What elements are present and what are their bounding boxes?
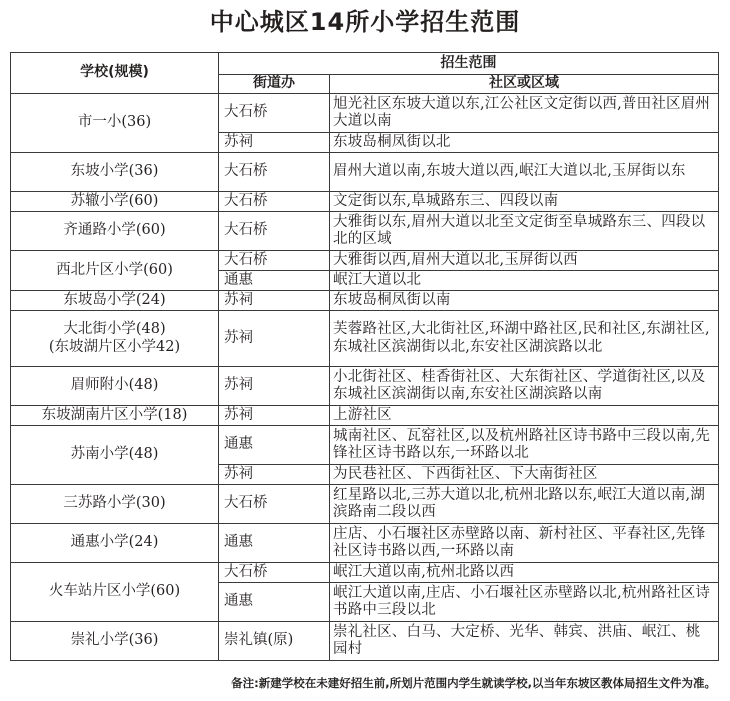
street-cell: 大石桥 xyxy=(219,485,330,524)
area-cell: 庄店、小石堰社区赤壁路以南、新村社区、平春社区,先锋社区诗书路以西,一环路以南 xyxy=(330,524,719,563)
street-cell: 苏祠 xyxy=(219,311,330,367)
street-cell: 大石桥 xyxy=(219,153,330,192)
school-name: 大北街小学(48) xyxy=(63,321,166,337)
school-cell: 西北片区小学(60) xyxy=(11,251,219,291)
street-cell: 大石桥 xyxy=(219,251,330,271)
street-cell: 通惠 xyxy=(219,524,330,563)
street-cell: 通惠 xyxy=(219,271,330,291)
school-cell: 通惠小学(24) xyxy=(11,524,219,563)
area-cell: 东坡岛桐凤街以北 xyxy=(330,133,719,153)
street-cell: 崇礼镇(原) xyxy=(219,622,330,661)
area-cell: 小北街社区、桂香街社区、大东街社区、学道街社区,以及东城社区滨湖街以南,东安社区湖滨路以南 xyxy=(330,367,719,406)
school-cell xyxy=(11,311,219,367)
school-cell: 崇礼小学(36) xyxy=(11,622,219,661)
area-cell: 眉州大道以南,东坡大道以西,岷江大道以北,玉屏街以东 xyxy=(330,153,719,192)
header-range: 招生范围 xyxy=(219,53,719,75)
area-cell: 红星路以北,三苏大道以北,杭州北路以东,岷江大道以南,湖滨路南二段以西 xyxy=(330,485,719,524)
area-cell: 崇礼社区、白马、大定桥、光华、韩宾、洪庙、岷江、桃园村 xyxy=(330,622,719,661)
street-cell: 苏祠 xyxy=(219,406,330,426)
enrollment-table xyxy=(10,52,719,661)
school-cell: 苏南小学(48) xyxy=(11,426,219,485)
footer-note: 备注:新建学校在未建好招生前,所划片范围内学生就读学校,以当年东坡区教体局招生文件为准。 xyxy=(231,676,716,690)
school-cell: 三苏路小学(30) xyxy=(11,485,219,524)
area-cell: 城南社区、瓦窑社区,以及杭州路社区诗书路中三段以南,先锋社区诗书路以东,一环路以北 xyxy=(330,426,719,465)
area-cell: 文定街以东,阜城路东三、四段以南 xyxy=(330,192,719,212)
header-school: 学校(规模) xyxy=(11,53,219,94)
area-cell: 旭光社区东坡大道以东,江公社区文定街以西,普田社区眉州大道以南 xyxy=(330,94,719,133)
school-name-secondary: (东坡湖片区小学42) xyxy=(48,338,181,355)
area-cell: 芙蓉路社区,大北街社区,环湖中路社区,民和社区,东湖社区,东城社区滨湖街以北,东安社区湖滨路以北 xyxy=(330,311,719,367)
street-cell: 苏祠 xyxy=(219,465,330,485)
street-cell: 大石桥 xyxy=(219,192,330,212)
school-cell: 苏辙小学(60) xyxy=(11,192,219,212)
street-cell: 大石桥 xyxy=(219,212,330,251)
street-cell: 大石桥 xyxy=(219,563,330,583)
school-cell: 齐通路小学(60) xyxy=(11,212,219,251)
street-cell: 苏祠 xyxy=(219,291,330,311)
area-cell: 东坡岛桐凤街以南 xyxy=(330,291,719,311)
school-cell: 眉师附小(48) xyxy=(11,367,219,406)
header-street: 街道办 xyxy=(219,75,330,94)
area-cell: 岷江大道以南,庄店、小石堰社区赤壁路以北,杭州路社区诗书路中三段以北 xyxy=(330,583,719,622)
school-cell: 东坡小学(36) xyxy=(11,153,219,192)
area-cell: 大雅街以东,眉州大道以北至文定街至阜城路东三、四段以北的区域 xyxy=(330,212,719,251)
area-cell: 大雅街以西,眉州大道以北,玉屏街以西 xyxy=(330,251,719,271)
street-cell: 苏祠 xyxy=(219,133,330,153)
street-cell: 苏祠 xyxy=(219,367,330,406)
school-cell: 东坡湖南片区小学(18) xyxy=(11,406,219,426)
page-title: 中心城区14所小学招生范围 xyxy=(209,8,521,36)
street-cell: 大石桥 xyxy=(219,94,330,133)
street-cell: 通惠 xyxy=(219,426,330,465)
school-cell: 市一小(36) xyxy=(11,94,219,153)
area-cell: 为民巷社区、下西街社区、下大南街社区 xyxy=(330,465,719,485)
area-cell: 岷江大道以北 xyxy=(330,271,719,291)
street-cell: 通惠 xyxy=(219,583,330,622)
school-cell: 火车站片区小学(60) xyxy=(11,563,219,622)
area-cell: 上游社区 xyxy=(330,406,719,426)
area-cell: 岷江大道以南,杭州北路以西 xyxy=(330,563,719,583)
school-cell: 东坡岛小学(24) xyxy=(11,291,219,311)
header-area: 社区或区域 xyxy=(330,75,719,94)
